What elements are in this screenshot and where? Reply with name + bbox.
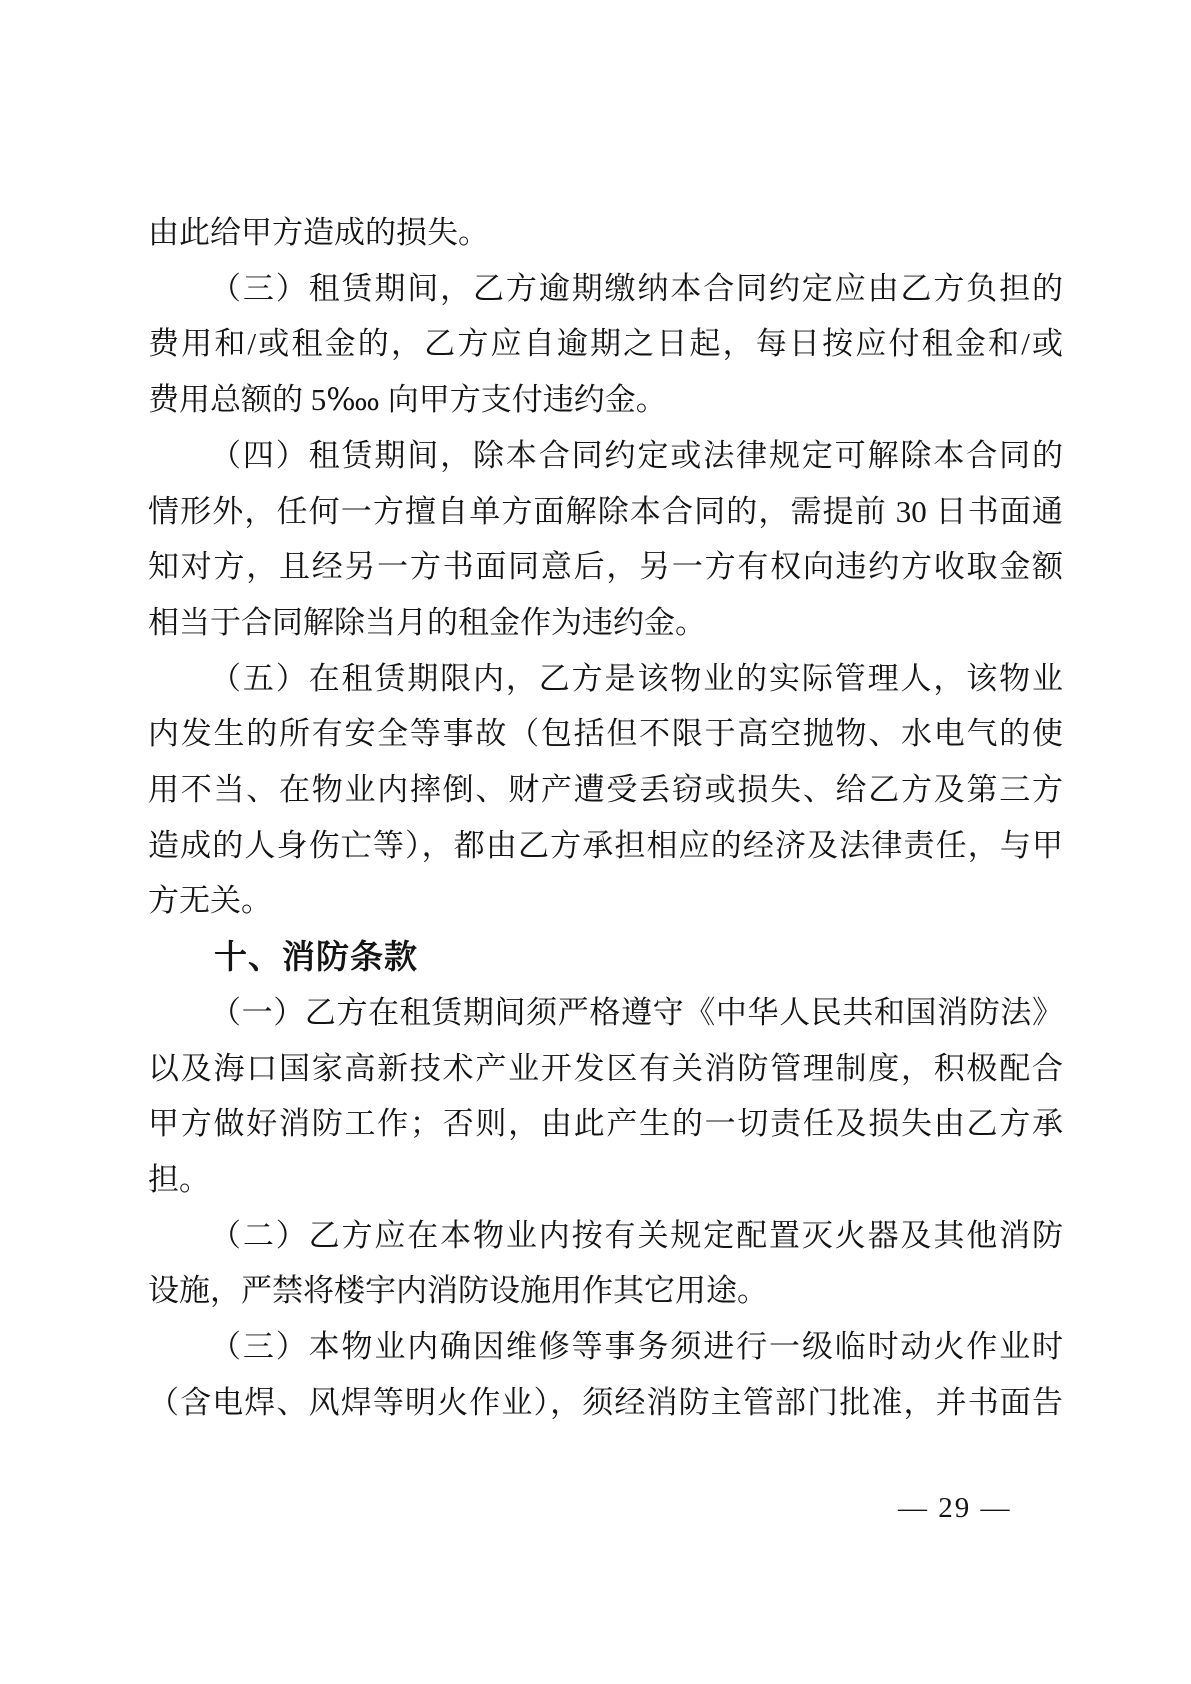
text-line: 甲方做好消防工作；否则，由此产生的一切责任及损失由乙方承 (148, 1106, 1063, 1142)
text-line: （含电焊、风焊等明火作业），须经消防主管部门批准，并书面告 (148, 1384, 1063, 1420)
text-line: 费用总额的 5‱ 向甲方支付违约金。 (148, 382, 667, 418)
paragraph (148, 651, 1063, 930)
text-line: （五）在租赁期限内，乙方是该物业的实际管理人，该物业 (210, 660, 1063, 696)
text-line: 内发生的所有安全等事故（包括但不限于高空抛物、水电气的使 (148, 716, 1063, 752)
text-line: 造成的人身伤亡等），都由乙方承担相应的经济及法律责任，与甲 (148, 827, 1063, 863)
text-line: （三）本物业内确因维修等事务须进行一级临时动火作业时 (210, 1329, 1063, 1365)
body-text (148, 205, 1063, 1430)
paragraph (148, 1319, 1063, 1430)
section-heading (148, 929, 1063, 985)
paragraph (148, 261, 1063, 428)
text-line: 费用和/或租金的，乙方应自逾期之日起，每日按应付租金和/或 (148, 326, 1063, 362)
text-line: 用不当、在物业内摔倒、财产遭受丢窃或损失、给乙方及第三方 (148, 772, 1063, 808)
text-line: 相当于合同解除当月的租金作为违约金。 (148, 604, 706, 640)
paragraph (148, 1208, 1063, 1319)
text-line: 知对方，且经另一方书面同意后，另一方有权向违约方收取金额 (148, 549, 1063, 585)
paragraph (148, 428, 1063, 651)
text-line: （四）租赁期间，除本合同约定或法律规定可解除本合同的 (210, 437, 1063, 473)
text-line: 担。 (148, 1161, 210, 1197)
text-line: 以及海口国家高新技术产业开发区有关消防管理制度，积极配合 (148, 1050, 1063, 1086)
heading-line: 十、消防条款 (214, 938, 418, 976)
text-line: （二）乙方应在本物业内按有关规定配置灭火器及其他消防 (210, 1217, 1063, 1253)
paragraph (148, 205, 1063, 261)
paragraph (148, 985, 1063, 1208)
text-line: （三）租赁期间，乙方逾期缴纳本合同约定应由乙方负担的 (210, 270, 1063, 306)
text-line: （一）乙方在租赁期间须严格遵守《中华人民共和国消防法》 (210, 994, 1063, 1030)
text-line: 情形外，任何一方擅自单方面解除本合同的，需提前 30 日书面通 (148, 493, 1063, 529)
page-number: — 29 — (898, 1492, 1012, 1524)
text-line: 由此给甲方造成的损失。 (148, 215, 489, 250)
text-line: 方无关。 (148, 883, 272, 919)
text-line: 设施，严禁将楼宇内消防设施用作其它用途。 (148, 1273, 768, 1309)
